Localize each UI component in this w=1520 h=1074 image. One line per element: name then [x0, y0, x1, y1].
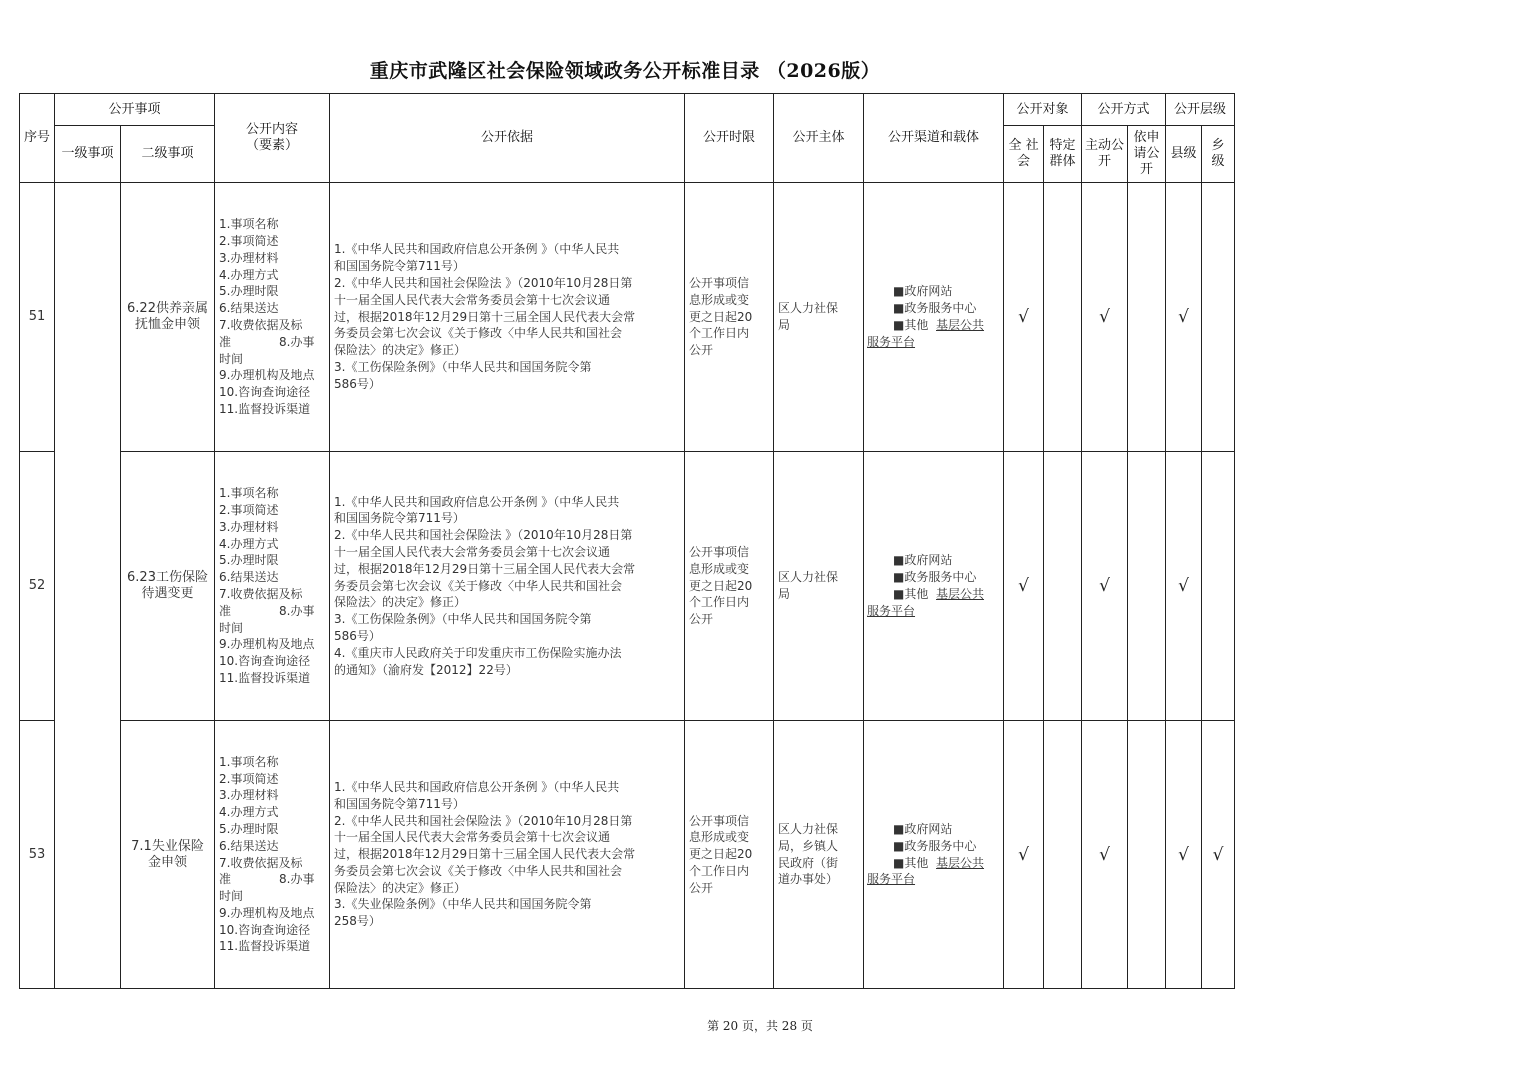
col-subject: 公开主体	[774, 94, 864, 183]
basis-line: 务委员会第七次会议《关于修改〈中华人民共和国社会	[334, 863, 623, 878]
row-seq: 53	[20, 721, 55, 989]
row-level1	[55, 183, 121, 989]
content-line: 11.监督投诉渠道	[219, 670, 311, 685]
subject-line: 局，乡镇人	[778, 838, 839, 853]
col-level-town	[1202, 126, 1235, 183]
channel-other-detail: 服务平台	[867, 334, 916, 349]
check-method-apply	[1128, 721, 1166, 989]
row-channel	[864, 721, 1004, 989]
channel-other: ■其他	[893, 318, 929, 332]
col-seq: 序号	[20, 94, 55, 183]
check-level-county: √	[1166, 183, 1202, 452]
check-target-all: √	[1004, 452, 1044, 721]
col-level1: 一级事项	[55, 126, 121, 183]
time-limit-line: 更之日起20	[689, 578, 753, 593]
col-level: 公开层级	[1166, 94, 1235, 126]
basis-line: 过，根据2018年12月29日第十三届全国人民代表大会常	[334, 561, 636, 576]
content-line: 3.办理材料	[219, 788, 279, 803]
time-limit-line: 公开	[689, 880, 714, 895]
row-basis	[330, 721, 685, 989]
content-line: 4.办理方式	[219, 536, 279, 551]
subject-line: 局	[778, 587, 791, 601]
check-method-apply	[1128, 183, 1166, 452]
time-limit-line: 公开	[689, 343, 714, 358]
check-target-specific	[1044, 721, 1082, 989]
channel-website: ■政府网站	[893, 553, 953, 568]
time-limit-line: 更之日起20	[689, 309, 753, 324]
col-method-apply-label: 依申 请公 开	[1133, 130, 1160, 177]
col-level-county: 县级	[1166, 126, 1202, 183]
time-limit-line: 息形成或变	[689, 830, 750, 845]
basis-line: 务委员会第七次会议《关于修改〈中华人民共和国社会	[334, 578, 623, 593]
time-limit-line: 公开事项信	[689, 813, 750, 828]
row-subject	[774, 721, 864, 989]
time-limit-line: 公开事项信	[689, 545, 750, 559]
row-seq: 51	[20, 183, 55, 452]
time-limit-line: 息形成或变	[689, 292, 750, 307]
col-content	[215, 94, 330, 183]
check-target-specific	[1044, 183, 1082, 452]
row-content	[215, 452, 330, 721]
basis-line: 586号）	[334, 376, 381, 391]
row-channel	[864, 452, 1004, 721]
basis-line: 1.《中华人民共和国政府信息公开条例 》（中华人民共	[334, 779, 620, 794]
content-line: 11.监督投诉渠道	[219, 939, 311, 954]
content-line: 6.结果送达	[219, 301, 279, 316]
content-line: 1.事项名称	[219, 486, 279, 501]
check-level-town: √	[1202, 721, 1235, 989]
time-limit-line: 公开	[689, 612, 714, 627]
channel-other-detail: 基层公共	[936, 318, 985, 332]
basis-line: 十一届全国人民代表大会常务委员会第十七次会议通	[334, 545, 611, 559]
col-basis: 公开依据	[330, 94, 685, 183]
row-basis	[330, 183, 685, 452]
content-line: 9.办理机构及地点	[219, 637, 315, 652]
subject-line: 局	[778, 318, 791, 332]
content-line: 5.办理时限	[219, 284, 279, 299]
content-line: 6.结果送达	[219, 838, 279, 853]
content-line: 11.监督投诉渠道	[219, 401, 311, 416]
content-line: 10.咨询查询途径	[219, 654, 311, 669]
channel-service-center: ■政务服务中心	[893, 301, 977, 316]
row-seq: 52	[20, 452, 55, 721]
channel-other: ■其他	[893, 587, 929, 601]
basis-line: 和国国务院令第711号）	[334, 259, 465, 274]
content-line: 5.办理时限	[219, 821, 279, 836]
basis-line: 3.《工伤保险条例》（中华人民共和国国务院令第	[334, 359, 592, 374]
header-row-1	[20, 94, 1235, 126]
row-subject	[774, 452, 864, 721]
row-level2: 7.1失业保险金申领	[121, 721, 215, 989]
channel-website: ■政府网站	[893, 821, 953, 836]
check-level-town	[1202, 183, 1235, 452]
basis-line: 十一届全国人民代表大会常务委员会第十七次会议通	[334, 830, 611, 845]
table-row	[20, 721, 1235, 989]
basis-line: 2.《中华人民共和国社会保险法 》（2010年10月28日第	[334, 813, 633, 828]
check-method-apply	[1128, 452, 1166, 721]
basis-line: 3.《工伤保险条例》（中华人民共和国国务院令第	[334, 612, 592, 627]
time-limit-line: 个工作日内	[689, 863, 750, 878]
basis-line: 和国国务院令第711号）	[334, 511, 465, 526]
content-line: 准 8.办事	[219, 872, 315, 887]
content-line: 7.收费依据及标	[219, 855, 303, 870]
col-method-active	[1082, 126, 1128, 183]
time-limit-line: 个工作日内	[689, 326, 750, 341]
channel-other-detail: 基层公共	[936, 587, 985, 601]
basis-line: 258号）	[334, 914, 381, 929]
catalog-table	[19, 93, 1235, 989]
basis-line: 1.《中华人民共和国政府信息公开条例 》（中华人民共	[334, 242, 620, 257]
basis-line: 1.《中华人民共和国政府信息公开条例 》（中华人民共	[334, 494, 620, 509]
row-subject	[774, 183, 864, 452]
channel-service-center: ■政务服务中心	[893, 838, 977, 853]
check-target-specific	[1044, 452, 1082, 721]
time-limit-line: 个工作日内	[689, 595, 750, 610]
check-method-active: √	[1082, 721, 1128, 989]
channel-other-detail: 基层公共	[936, 855, 985, 870]
table-row	[20, 183, 1235, 452]
check-method-active: √	[1082, 452, 1128, 721]
row-channel	[864, 183, 1004, 452]
check-method-active: √	[1082, 183, 1128, 452]
basis-line: 保险法〉的决定》修正）	[334, 595, 467, 610]
time-limit-line: 息形成或变	[689, 561, 750, 576]
channel-other-detail: 服务平台	[867, 603, 916, 618]
channel-other-detail: 服务平台	[867, 872, 916, 887]
content-line: 准 8.办事	[219, 603, 315, 618]
basis-line: 的通知》（渝府发【2012】22号）	[334, 662, 518, 677]
content-line: 1.事项名称	[219, 754, 279, 769]
check-target-all: √	[1004, 183, 1044, 452]
col-target-all	[1004, 126, 1044, 183]
col-method: 公开方式	[1082, 94, 1166, 126]
row-content	[215, 721, 330, 989]
channel-website: ■政府网站	[893, 284, 953, 299]
subject-line: 区人力社保	[778, 301, 839, 316]
col-target-specific-label: 特定 群体	[1049, 138, 1076, 169]
time-limit-line: 公开事项信	[689, 276, 750, 290]
subject-line: 民政府（街	[778, 855, 839, 870]
content-line: 2.事项简述	[219, 503, 279, 518]
basis-line: 2.《中华人民共和国社会保险法 》（2010年10月28日第	[334, 528, 633, 543]
col-target-specific	[1044, 126, 1082, 183]
content-line: 3.办理材料	[219, 519, 279, 534]
content-line: 4.办理方式	[219, 805, 279, 820]
basis-line: 十一届全国人民代表大会常务委员会第十七次会议通	[334, 292, 611, 307]
content-line: 时间	[219, 620, 244, 635]
col-level2: 二级事项	[121, 126, 215, 183]
col-time-limit: 公开时限	[685, 94, 774, 183]
basis-line: 4.《重庆市人民政府关于印发重庆市工伤保险实施办法	[334, 645, 622, 660]
check-target-all: √	[1004, 721, 1044, 989]
row-level2: 6.22供养亲属抚恤金申领	[121, 183, 215, 452]
col-items: 公开事项	[55, 94, 215, 126]
row-level2: 6.23工伤保险待遇变更	[121, 452, 215, 721]
content-line: 准 8.办事	[219, 334, 315, 349]
content-line: 时间	[219, 889, 244, 904]
content-line: 2.事项简述	[219, 234, 279, 249]
basis-line: 保险法〉的决定》修正）	[334, 343, 467, 358]
content-line: 3.办理材料	[219, 250, 279, 265]
col-method-apply	[1128, 126, 1166, 183]
content-line: 1.事项名称	[219, 217, 279, 232]
basis-line: 2.《中华人民共和国社会保险法 》（2010年10月28日第	[334, 276, 633, 290]
page-footer: 第 20 页，共 28 页	[707, 1019, 813, 1033]
content-line: 9.办理机构及地点	[219, 905, 315, 920]
basis-line: 务委员会第七次会议《关于修改〈中华人民共和国社会	[334, 326, 623, 341]
col-channel: 公开渠道和载体	[864, 94, 1004, 183]
row-basis	[330, 452, 685, 721]
col-content-label: 公开内容 （要素）	[246, 122, 299, 153]
page-title: 重庆市武隆区社会保险领域政务公开标准目录 （2026版）	[369, 60, 881, 82]
content-line: 4.办理方式	[219, 267, 279, 282]
content-line: 2.事项简述	[219, 771, 279, 786]
basis-line: 过，根据2018年12月29日第十三届全国人民代表大会常	[334, 309, 636, 324]
basis-line: 保险法〉的决定》修正）	[334, 880, 467, 895]
row-time-limit	[685, 452, 774, 721]
col-level-town-label: 乡 级	[1211, 138, 1225, 169]
content-line: 5.办理时限	[219, 553, 279, 568]
col-target: 公开对象	[1004, 94, 1082, 126]
channel-service-center: ■政务服务中心	[893, 570, 977, 585]
basis-line: 过，根据2018年12月29日第十三届全国人民代表大会常	[334, 847, 636, 862]
check-level-town	[1202, 452, 1235, 721]
row-time-limit	[685, 721, 774, 989]
content-line: 7.收费依据及标	[219, 587, 303, 601]
check-level-county: √	[1166, 721, 1202, 989]
content-line: 9.办理机构及地点	[219, 368, 315, 383]
basis-line: 3.《失业保险条例》（中华人民共和国国务院令第	[334, 897, 592, 912]
subject-line: 道办事处）	[778, 872, 839, 887]
content-line: 6.结果送达	[219, 570, 279, 585]
content-line: 10.咨询查询途径	[219, 922, 311, 937]
channel-other: ■其他	[893, 855, 929, 870]
basis-line: 和国国务院令第711号）	[334, 796, 465, 811]
col-target-all-label: 全 社 会	[1008, 138, 1039, 169]
content-line: 10.咨询查询途径	[219, 385, 311, 400]
table-row	[20, 452, 1235, 721]
row-content	[215, 183, 330, 452]
check-level-county: √	[1166, 452, 1202, 721]
content-line: 7.收费依据及标	[219, 318, 303, 332]
basis-line: 586号）	[334, 628, 381, 643]
col-method-active-label: 主动公 开	[1085, 138, 1125, 169]
subject-line: 区人力社保	[778, 821, 839, 836]
row-time-limit	[685, 183, 774, 452]
subject-line: 区人力社保	[778, 570, 839, 585]
content-line: 时间	[219, 351, 244, 366]
time-limit-line: 更之日起20	[689, 847, 753, 862]
